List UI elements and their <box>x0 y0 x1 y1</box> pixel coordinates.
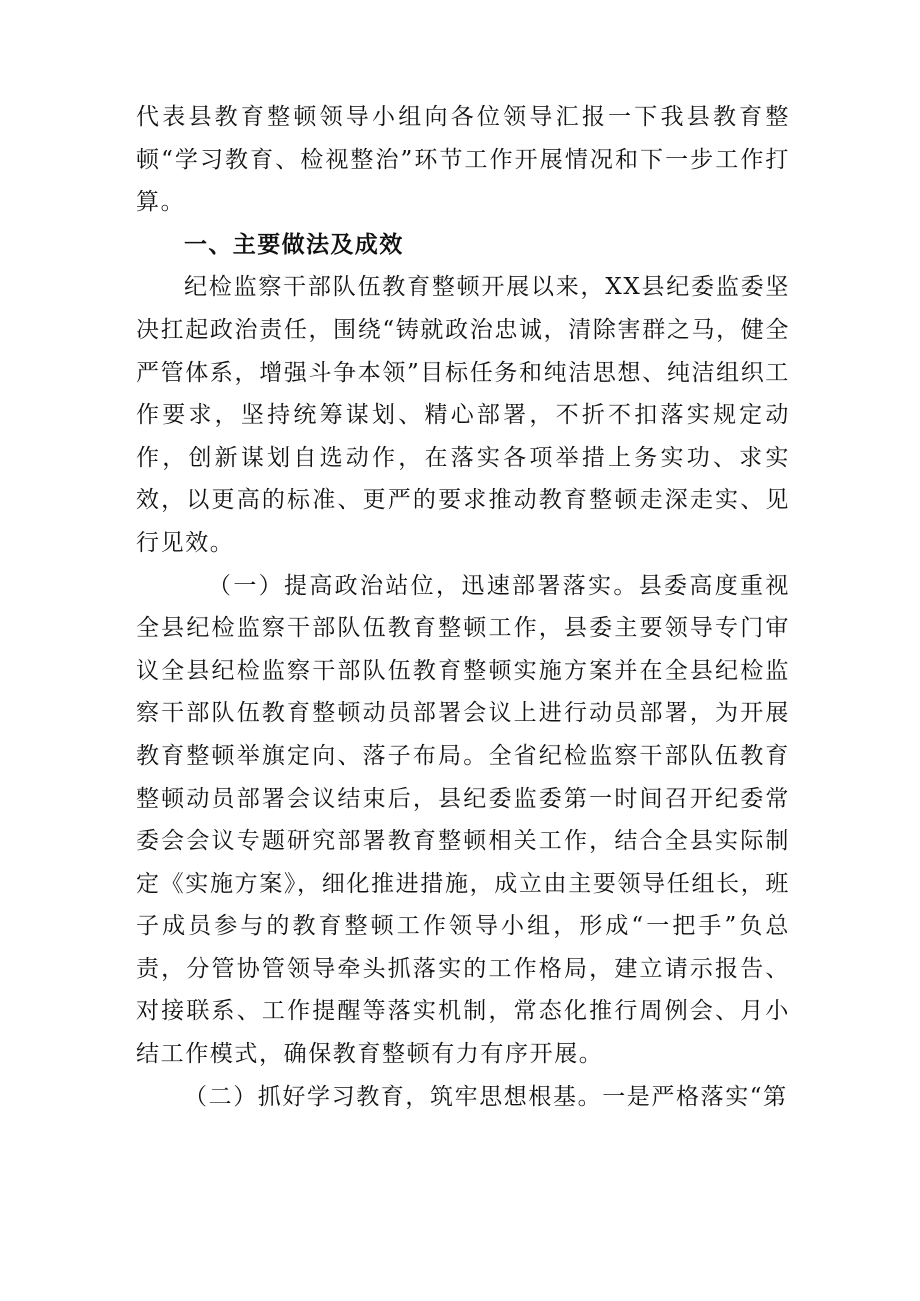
document-page <box>136 96 790 1118</box>
body-paragraph-2: （一）提高政治站位，迅速部署落实。县委高度重视全县纪检监察干部队伍教育整顿工作，县委主要领导专门审议全县纪检监察干部队伍教育整顿实施方案并在全县纪检监察干部队伍教育整顿动员部署会议上进行动员部署，为开展教育整顿举旗定向、落子布局。全省纪检监察干部队伍教育整顿动员部署会议结束后，县纪委监委第一时间召开纪委常委会会议专题研究部署教育整顿相关工作，结合全县实际制定《实施方案》，细化推进措施，成立由主要领导任组长，班子成员参与的教育整顿工作领导小组，形成“一把手”负总责，分管协管领导牵头抓落实的工作格局，建立请示报告、对接联系、工作提醒等落实机制，常态化推行周例会、月小结工作模式，确保教育整顿有力有序开展。 <box>136 572 790 1068</box>
body-paragraph-3: （二）抓好学习教育，筑牢思想根基。一是严格落实“第 <box>184 1083 788 1110</box>
body-paragraph-1: 纪检监察干部队伍教育整顿开展以来，XX县纪委监委坚决扛起政治责任，围绕“铸就政治忠诚，清除害群之马，健全严管体系，增强斗争本领”目标任务和纯洁思想、纯洁组织工作要求，坚持统筹谋划、精心部署，不折不扣落实规定动作，创新谋划自选动作，在落实各项举措上务实功、求实效，以更高的标准、更严的要求推动教育整顿走深走实、见行见效。 <box>136 274 790 556</box>
intro-paragraph: 代表县教育整顿领导小组向各位领导汇报一下我县教育整顿“学习教育、检视整治”环节工作开展情况和下一步工作打算。 <box>136 104 790 216</box>
section-heading: 一、主要做法及成效 <box>184 231 404 258</box>
